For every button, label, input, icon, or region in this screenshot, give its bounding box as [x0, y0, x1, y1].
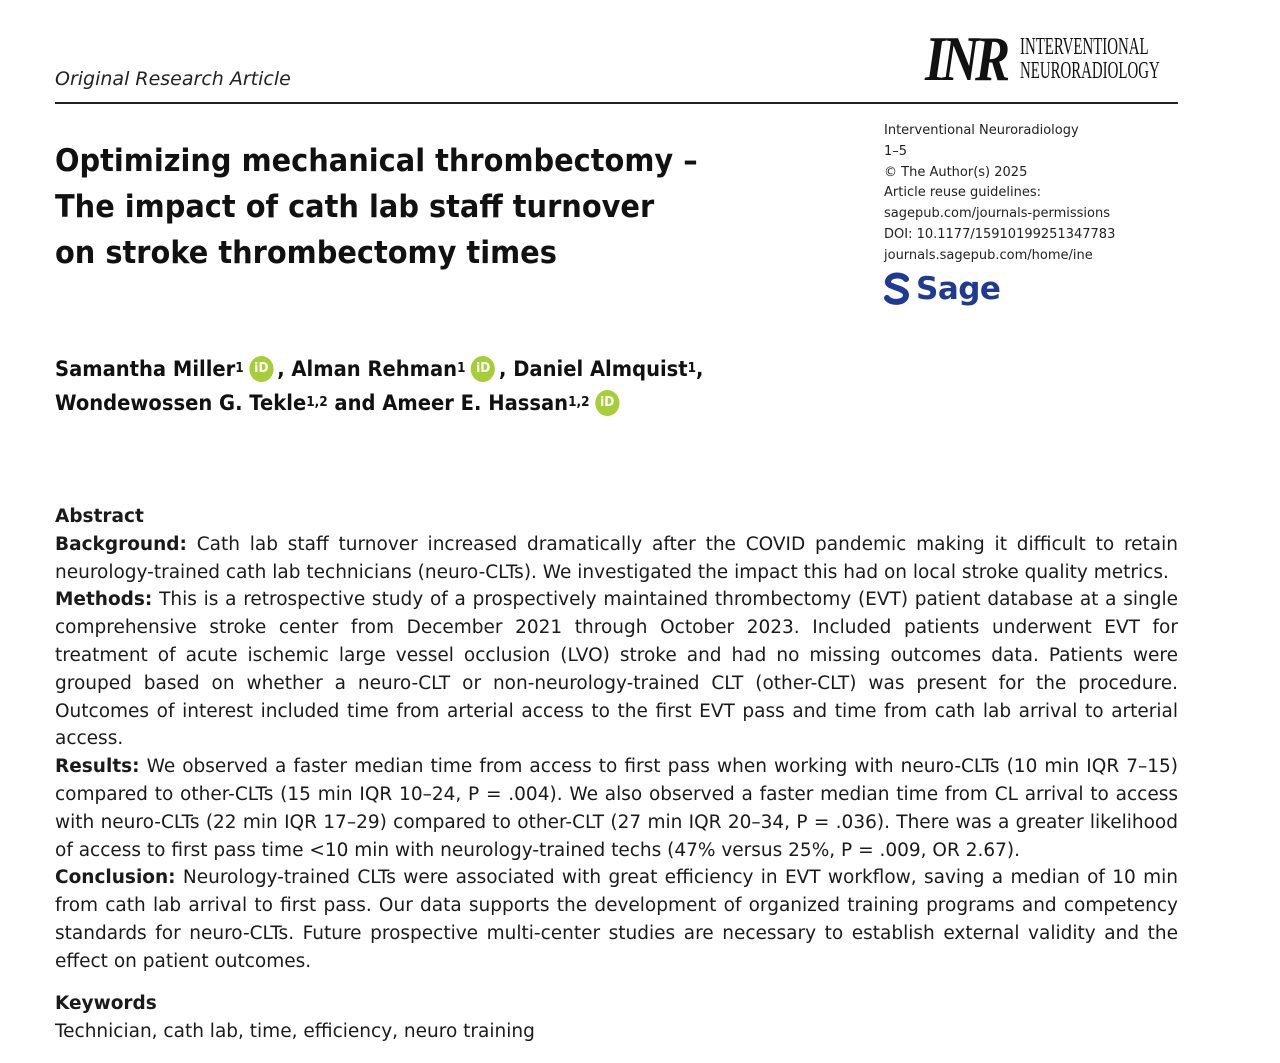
journal-logo-words — [1020, 35, 1160, 83]
sage-s-icon — [884, 272, 910, 306]
journal-name: Interventional Neuroradiology — [884, 123, 1079, 138]
orcid-icon[interactable]: iD — [595, 390, 619, 416]
doi-link[interactable]: DOI: 10.1177/15910199251347783 — [884, 226, 1116, 242]
abstract-conclusion — [55, 864, 1178, 975]
sage-wordmark: Sage — [916, 271, 1001, 307]
article-title — [55, 138, 706, 276]
abstract-methods — [55, 586, 1178, 753]
abstract-section — [55, 503, 1178, 976]
keywords-list: Technician, cath lab, time, efficiency, neuro training — [55, 1021, 535, 1042]
abstract-background — [55, 531, 1178, 587]
author-line: Wondewossen G. Tekle 1,2 and Ameer E. Hassan 1,2 iD — [55, 386, 703, 420]
conclusion-text: Neurology-trained CLTs were associated with great efficiency in EVT workflow, saving a median of 10 min from cath lab arrival to first pass. Our data supports the development of organized training programs and competency standards for neuro-CLTs. Future prospective multi-center studies are necessary to establish external validity and the effect on patient outcomes. — [55, 867, 1178, 972]
author-conjunction: and — [334, 391, 376, 415]
abstract-heading: Abstract — [55, 506, 144, 527]
author-list — [55, 352, 703, 420]
keywords-heading: Keywords — [55, 993, 157, 1014]
article-type-label: Original Research Article — [55, 68, 291, 90]
reuse-link[interactable]: sagepub.com/journals-permissions — [884, 206, 1110, 222]
journal-logo — [925, 23, 1180, 94]
journal-logo-line2: NEURORADIOLOGY — [1019, 58, 1160, 84]
background-text: Cath lab staff turnover increased dramatically after the COVID pandemic making it difficult to retain neurology-trained cath lab technicians (neuro-CLTs). We investigated the impact this had on local stroke quality metrics. — [55, 533, 1178, 583]
journal-info — [884, 121, 1115, 267]
title-line: on stroke thrombectomy times — [55, 235, 557, 271]
header-divider — [55, 102, 1178, 104]
orcid-icon[interactable]: iD — [249, 356, 273, 382]
abstract-results — [55, 753, 1178, 864]
copyright: © The Author(s) 2025 — [884, 164, 1028, 180]
page-range: 1–5 — [884, 143, 908, 159]
author-name: Alman Rehman — [291, 357, 458, 381]
title-line: Optimizing mechanical thrombectomy – — [55, 143, 698, 179]
background-label: Background: — [55, 533, 187, 555]
reuse-label: Article reuse guidelines: — [884, 185, 1042, 201]
title-line: The impact of cath lab staff turnover — [55, 189, 655, 225]
conclusion-label: Conclusion: — [55, 867, 176, 889]
author-name: Samantha Miller — [55, 357, 236, 381]
orcid-icon[interactable]: iD — [471, 356, 495, 382]
sage-logo — [884, 271, 1000, 307]
author-name: Ameer E. Hassan — [382, 391, 569, 415]
keywords-section — [55, 990, 1178, 1046]
methods-text: This is a retrospective study of a prospectively maintained thrombectomy (EVT) patient database at a single comprehensive stroke center from December 2021 through October 2023. Included patients underwent EVT for treatment of acute ischemic large vessel occlusion (LVO) stroke and had no missing outcomes data. Patients were grouped based on whether a neuro-CLT or non-neurology-trained CLT (other-CLT) was present for the procedure. Outcomes of interest included time from arterial access to the first EVT pass and time from cath lab arrival to arterial access. — [55, 589, 1178, 750]
author-line: Samantha Miller 1 iD , Alman Rehman 1 iD , Daniel Almquist 1 , — [55, 352, 703, 386]
results-text: We observed a faster median time from access to first pass when working with neuro-CLTs (10 min IQR 7–15) compared to other-CLTs (15 min IQR 10–24, P = .004). We also observed a faster median time from CL arrival to access with neuro-CLTs (22 min IQR 17–29) compared to other-CLT (27 min IQR 20–34, P = .036). There was a greater likelihood of access to first pass time <10 min with neurology-trained techs (47% versus 25%, P = .009, OR 2.67). — [55, 756, 1178, 861]
author-name: Wondewossen G. Tekle — [55, 391, 307, 415]
results-label: Results: — [55, 756, 140, 778]
journal-url-link[interactable]: journals.sagepub.com/home/ine — [884, 247, 1093, 263]
journal-logo-abbrev: INR — [925, 23, 1007, 94]
author-name: Daniel Almquist — [513, 357, 688, 381]
journal-logo-line1: INTERVENTIONAL — [1019, 34, 1149, 60]
methods-label: Methods: — [55, 589, 153, 611]
